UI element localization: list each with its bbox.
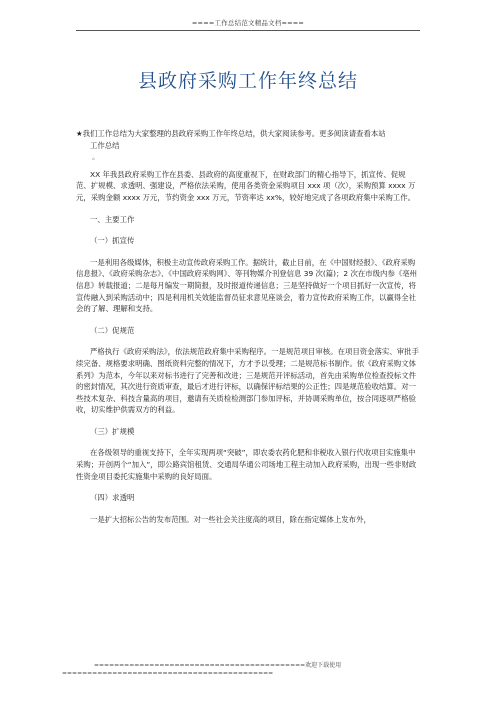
subheading-expand: （三）扩规模 bbox=[90, 426, 135, 436]
paragraph-standardize: 严格执行《政府采购法》，依法规范政府集中采购程序。一是规范项目审核。在项目资金落实、审批手续完备、规格要求明确、图纸资料完整的情况下，方才予以受理；二是规范标书制作。依《政府采购文体系列》为范本，今年以来对标书进行了完善和改进；三是规范开评标活动，首先由采购单位检查投标文件的密封情况，其次进行资质审查，最后才进行评标，以确保评标结果的公正性；四是规范验收结算。对一些技术复杂、科技含量高的项目，邀请有关质检检测部门参加评标，并协调采购单位，按合同逐项严格验收，切实维护供需双方的利益。 bbox=[76, 347, 419, 415]
period-mark: 。 bbox=[92, 152, 100, 162]
paragraph-expand: 在各级领导的重视支持下，全年实现两项“突破”，即农委农药化肥和非税收入银行代收项目实施集中采购；开创两个“加入”，即公路宾馆租赁、交通局华通公司场地工程主动加入政府采购，出现一些非财政性资金项目委托实施集中采购的良好局面。 bbox=[76, 448, 417, 481]
section-heading-main-work: 一、主要工作 bbox=[90, 214, 135, 224]
document-title: 县政府采购工作年终总结 bbox=[137, 70, 358, 92]
category-label: 工作总结 bbox=[90, 140, 120, 150]
footer-line-download: ==========================================欢迎下载使用 bbox=[94, 662, 342, 669]
intro-paragraph: ★我们工作总结为大家整理的县政府采购工作年终总结，供大家阅读参考。更多阅读请查看本站 bbox=[76, 129, 386, 138]
subheading-transparency: （四）求透明 bbox=[90, 493, 135, 503]
paragraph-publicity: 一是利用各级媒体，积极主动宣传政府采购工作。据统计，截止目前，在《中国财经报》、《政府采购信息报》、《政府采购杂志》、《中国政府采购网》、等刊物媒介刊登信息 39 次(篇)；2 次在市级内参《亳州信息》转载报道；二是每月编发一期简报，及时报道传递信息；三是坚持做好一个项目抓好一次宣传，将宣传融入到采购活动中；四是利用机关效能监督员征求意见座谈会，着力宣传政府采购工作，以赢得全社会的了解、理解和支持。 bbox=[76, 257, 418, 314]
summary-paragraph: XX 年我县政府采购工作在县委、县政府的高度重视下，在财政部门的精心指导下，抓宣传、促规范、扩规模、求透明、强建设，严格依法采购，使用各类资金采购项目 xxx 项（次），采购预算 xxxx 万元，采购金额 xxxx 万元，节约资金 xxx 万元，节资率达 xx%，较好地完成了各项政府集中采购工作。 bbox=[76, 169, 416, 202]
paragraph-transparency: 一是扩大招标公告的发布范围。对一些社会关注度高的项目，除在指定媒体上发布外， bbox=[90, 514, 371, 524]
subheading-publicity: （一）抓宣传 bbox=[90, 236, 135, 246]
footer-line-rule: ========================================== bbox=[62, 670, 274, 677]
header-rule bbox=[76, 30, 420, 31]
running-header: ====工作总结范文精品文档==== bbox=[191, 19, 305, 27]
document-body bbox=[76, 128, 420, 525]
subheading-standardize: （二）促规范 bbox=[90, 325, 135, 335]
